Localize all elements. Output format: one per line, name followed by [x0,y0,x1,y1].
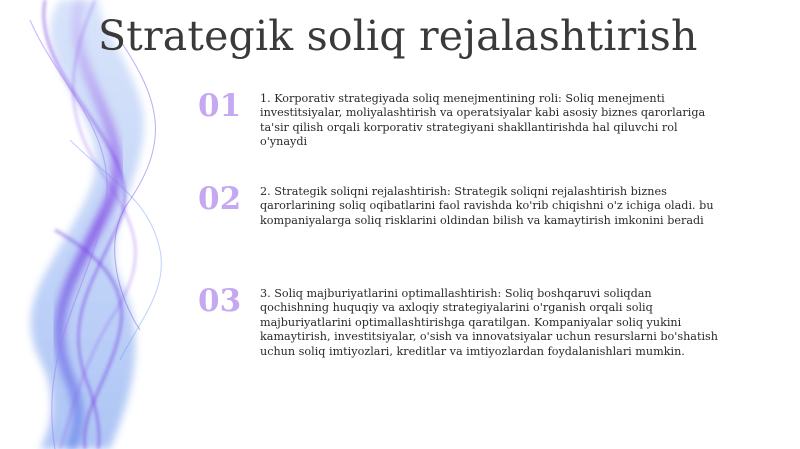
point-number: 02 [198,181,242,217]
point-text: 2. Strategik soliqni rejalashtirish: Strategik soliqni rejalashtirish biznes qarorlarining soliq oqibatlarini faol ravishda ko'rib chiqishni o'z ichiga oladi. bu kompaniyalarga soliq risklarini oldindan bilish va kamaytirish imkonini beradi [260,185,714,227]
point-text: 3. Soliq majburiyatlarini optimallashtirish: Soliq boshqaruvi soliqdan qochishning huquqiy va axloqiy strategiyalarini o'rganish orqali soliq majburiyatlarini optimallashtirishga qaratilgan. Kompaniyalar soliq yukini kamaytirish, investitsiyalar, o'sish va innovatsiyalar uchun resurslarni bo'shatish uchun soliq imtiyozlari, kreditlar va imtiyozlardan foydalanishlari mumkin. [260,287,718,358]
point-number: 01 [198,88,242,124]
point-number: 03 [198,283,242,319]
purple-smoke-decoration [0,0,240,449]
slide-title: Strategik soliq rejalashtirish [98,12,698,60]
point-text: 1. Korporativ strategiyada soliq menejmentining roli: Soliq menejmenti investitsiyalar, moliyalashtirish va operatsiyalar kabi asosiy biznes qarorlariga ta'sir qilish orqali korporativ strategiyani shakllantirishda hal qiluvchi rol o'ynaydi [260,92,706,149]
